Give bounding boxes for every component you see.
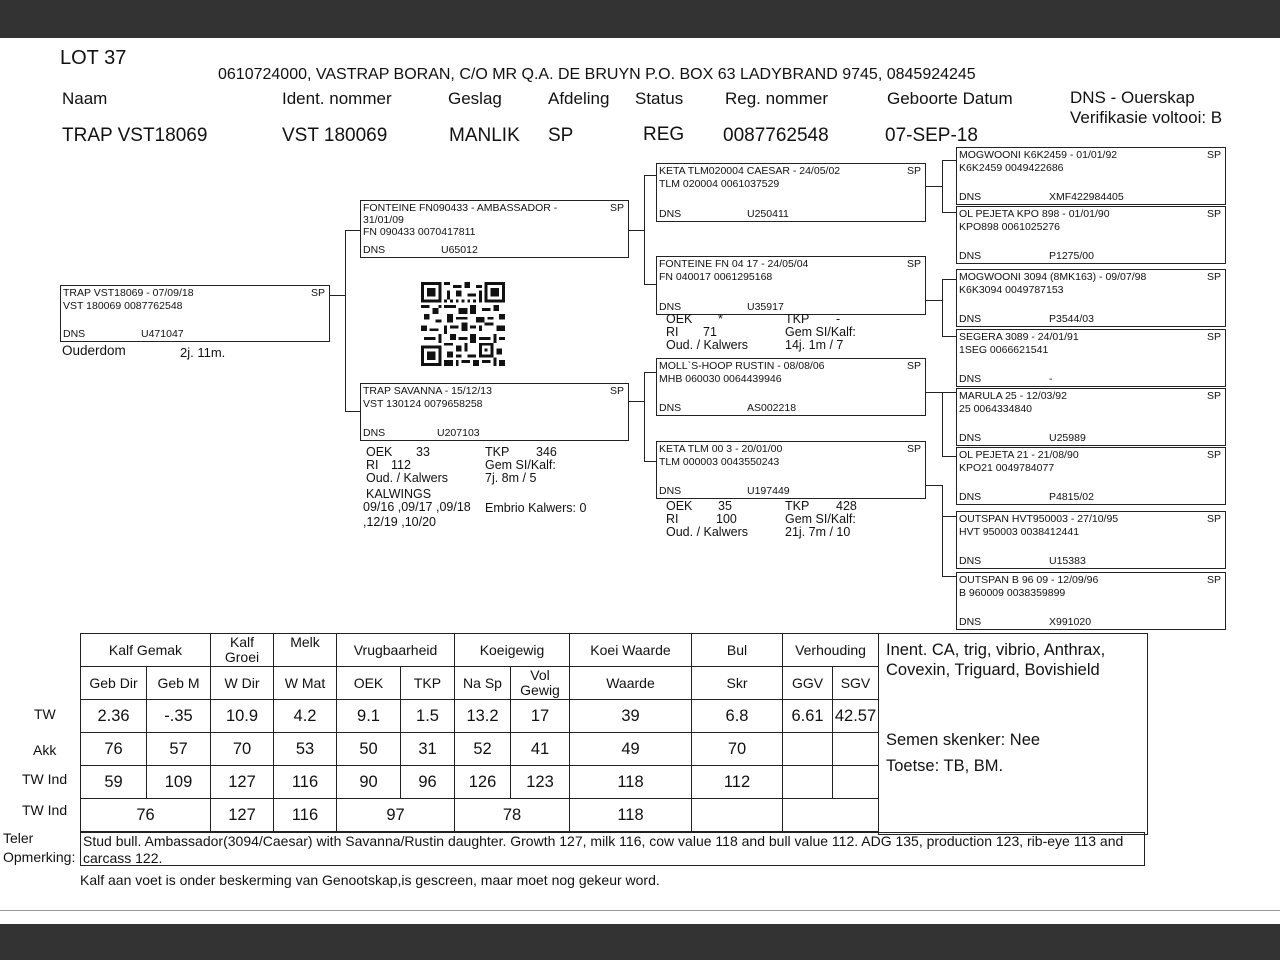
ggp-dns-value: U25989: [1049, 432, 1086, 444]
ggp-dns-label: DNS: [959, 313, 982, 325]
table-row-twind: [81, 766, 879, 799]
table-cell: 2.36: [81, 700, 147, 733]
gp2-oek-value: *: [718, 312, 723, 326]
ggp-name: MOGWOONI 3094 (8MK163) - 09/07/98: [959, 271, 1147, 283]
dam-kalwings-dates-1: 09/16 ,09/17 ,09/18: [363, 500, 471, 514]
remarks-label-teler: Teler: [3, 830, 34, 846]
top-bar: [0, 0, 1280, 38]
col-header: Waarde: [570, 667, 692, 700]
value-reg: 0087762548: [723, 125, 829, 146]
dam-oek-value: 33: [416, 445, 430, 459]
gp-name: FONTEINE FN 04 17 - 24/05/04: [659, 258, 809, 270]
col-header: Vol Gewig: [511, 667, 570, 700]
table-cell: 1.5: [401, 700, 455, 733]
ggp-id: K6K3094 0049787153: [959, 284, 1064, 296]
value-ident: VST 180069: [282, 125, 388, 146]
gp-dns-label: DNS: [659, 301, 682, 313]
pedigree-gp-box: [656, 441, 926, 499]
col-header: OEK: [337, 667, 401, 700]
table-cell: 70: [211, 733, 274, 766]
table-cell: [692, 799, 783, 832]
gp-name: MOLL`S-HOOP RUSTIN - 08/08/06: [659, 360, 825, 372]
pedigree-gp-box: [656, 358, 926, 416]
table-cell: -.35: [147, 700, 211, 733]
table-subheader-row: [81, 667, 879, 700]
value-geboorte: 07-SEP-18: [885, 125, 978, 146]
ggp-id: KPO21 0049784077: [959, 462, 1055, 474]
dam-kalwings-dates-2: ,12/19 ,10/20: [363, 515, 436, 529]
row-label-twind: TW Ind: [22, 771, 68, 787]
pedigree-ggp-box: [956, 206, 1226, 264]
ggp-id: K6K2459 0049422686: [959, 162, 1064, 174]
pedigree-animal-box: [60, 285, 330, 342]
animal-name: TRAP VST18069 - 07/09/18: [63, 287, 194, 299]
table-cell: 39: [570, 700, 692, 733]
table-cell: 6.8: [692, 700, 783, 733]
row-label-twind: TW Ind: [22, 802, 68, 818]
footer-note: Kalf aan voet is onder beskerming van Genootskap,is gescreen, maar moet nog gekeur word.: [80, 872, 660, 888]
col-header: SGV: [833, 667, 879, 700]
gp2-ri-label: RI: [666, 325, 679, 339]
ggp-id: 25 0064334840: [959, 403, 1032, 415]
gp-sp: SP: [906, 258, 921, 270]
remarks-label-opmerking: Opmerking:: [3, 849, 76, 865]
gp4-tkp-label: TKP: [785, 499, 810, 513]
col-header: Geb Dir: [81, 667, 147, 700]
table-row-twind-grouped: [81, 799, 879, 832]
sire-dns-value: U65012: [441, 244, 478, 256]
ggp-dns-label: DNS: [959, 555, 982, 567]
col-group: Kalf Gemak: [81, 634, 211, 667]
table-cell: 109: [147, 766, 211, 799]
table-cell: 13.2: [455, 700, 511, 733]
table-cell: 6.61: [783, 700, 833, 733]
table-cell: 116: [274, 799, 337, 832]
gp4-gem-label: Gem SI/Kalf:: [785, 512, 856, 526]
gp-sp: SP: [906, 165, 921, 177]
sire-dns-label: DNS: [363, 244, 386, 256]
animal-dns-label: DNS: [63, 328, 86, 340]
performance-table: [80, 633, 879, 832]
col-header: TKP: [401, 667, 455, 700]
ggp-name: MARULA 25 - 12/03/92: [959, 390, 1067, 402]
table-cell: 123: [511, 766, 570, 799]
gp2-oud-value: 14j. 1m / 7: [785, 338, 844, 352]
ggp-name: OUTSPAN HVT950003 - 27/10/95: [959, 513, 1119, 525]
row-label-akk: Akk: [33, 742, 57, 758]
owner-line: 0610724000, VASTRAP BORAN, C/O MR Q.A. DE BRUYN P.O. BOX 63 LADYBRAND 9745, 0845924245: [218, 66, 976, 83]
header-ident: Ident. nommer: [282, 89, 392, 108]
divider: [0, 910, 1280, 911]
ggp-dns-label: DNS: [959, 191, 982, 203]
ggp-dns-value: XMF422984405: [1049, 191, 1124, 203]
ggp-sp: SP: [1206, 449, 1221, 461]
col-group: Kalf Groei: [211, 634, 274, 667]
gp4-ri-label: RI: [666, 512, 679, 526]
ggp-dns-value: P1275/00: [1049, 250, 1094, 262]
gp4-tkp-value: 428: [836, 499, 857, 513]
dam-sp: SP: [609, 385, 624, 397]
ggp-dns-label: DNS: [959, 250, 982, 262]
col-group: Verhouding: [783, 634, 879, 667]
ggp-dns-label: DNS: [959, 491, 982, 503]
gp2-oek-label: OEK: [666, 312, 693, 326]
ggp-sp: SP: [1206, 390, 1221, 402]
col-header: Skr: [692, 667, 783, 700]
table-cell: 9.1: [337, 700, 401, 733]
gp2-gem-label: Gem SI/Kalf:: [785, 325, 856, 339]
ggp-dns-label: DNS: [959, 373, 982, 385]
ggp-sp: SP: [1206, 208, 1221, 220]
pedigree-gp-box: [656, 163, 926, 222]
col-group: Melk: [274, 634, 337, 667]
col-group: Koeigewig: [455, 634, 570, 667]
table-cell: 42.57: [833, 700, 879, 733]
table-cell: 118: [570, 799, 692, 832]
ggp-dns-value: P3544/03: [1049, 313, 1094, 325]
ggp-sp: SP: [1206, 513, 1221, 525]
gp2-tkp-value: -: [836, 312, 841, 326]
table-cell: [833, 733, 879, 766]
ggp-id: KPO898 0061025276: [959, 221, 1061, 233]
table-cell: 57: [147, 733, 211, 766]
gp-dns-value: U197449: [747, 485, 790, 497]
table-cell: 70: [692, 733, 783, 766]
col-header: Geb M: [147, 667, 211, 700]
gp-name: KETA TLM020004 CAESAR - 24/05/02: [659, 165, 841, 177]
gp-sp: SP: [906, 443, 921, 455]
gp-dns-value: AS002218: [747, 402, 797, 414]
gp-dns-label: DNS: [659, 485, 682, 497]
ggp-id: B 960009 0038359899: [959, 587, 1066, 599]
row-label-tw: TW: [34, 706, 56, 722]
pedigree-dam-box: [360, 383, 629, 441]
table-cell: 10.9: [211, 700, 274, 733]
col-group: Koei Waarde: [570, 634, 692, 667]
animal-dns-value: U471047: [141, 328, 184, 340]
pedigree-ggp-box: [956, 447, 1226, 505]
table-cell: 50: [337, 733, 401, 766]
dam-ri-label: RI: [366, 458, 379, 472]
table-cell: 97: [337, 799, 455, 832]
animal-sp: SP: [310, 287, 325, 299]
value-naam: TRAP VST18069: [62, 125, 208, 146]
col-group: Vrugbaarheid: [337, 634, 455, 667]
dam-dns-value: U207103: [437, 427, 480, 439]
gp-id: TLM 020004 0061037529: [659, 178, 780, 190]
sire-name: FONTEINE FN090433 - AMBASSADOR - 31/01/09: [363, 202, 558, 226]
dam-oek-label: OEK: [366, 445, 393, 459]
table-cell: 116: [274, 766, 337, 799]
gp-dns-label: DNS: [659, 208, 682, 220]
table-cell: 59: [81, 766, 147, 799]
value-geslag: MANLIK: [449, 125, 520, 146]
tests-text: Toetse: TB, BM.: [886, 757, 1004, 775]
gp-name: KETA TLM 00 3 - 20/01/00: [659, 443, 783, 455]
table-cell: 127: [211, 799, 274, 832]
ggp-name: OL PEJETA 21 - 21/08/90: [959, 449, 1079, 461]
dam-oud-label: Oud. / Kalwers: [366, 471, 448, 485]
bottom-bar: [0, 924, 1280, 960]
dns-status-line1: DNS - Ouerskap: [1070, 88, 1195, 107]
lot-number: LOT 37: [60, 47, 127, 69]
table-cell: 127: [211, 766, 274, 799]
header-reg: Reg. nommer: [725, 89, 828, 108]
col-header: Na Sp: [455, 667, 511, 700]
table-cell: 52: [455, 733, 511, 766]
pedigree-ggp-box: [956, 511, 1226, 569]
ggp-name: OL PEJETA KPO 898 - 01/01/90: [959, 208, 1110, 220]
table-group-row: [81, 634, 879, 667]
ggp-sp: SP: [1206, 149, 1221, 161]
gp4-oud-value: 21j. 7m / 10: [785, 525, 851, 539]
col-header: W Mat: [274, 667, 337, 700]
pedigree-gp-box: [656, 256, 926, 315]
ggp-dns-value: X991020: [1049, 616, 1092, 628]
dam-id: VST 130124 0079658258: [363, 398, 483, 410]
gp4-ri-value: 100: [716, 512, 737, 526]
gp-id: FN 040017 0061295168: [659, 271, 773, 283]
dam-oud-value: 7j. 8m / 5: [485, 471, 537, 485]
table-cell: 49: [570, 733, 692, 766]
pedigree-ggp-box: [956, 269, 1226, 327]
value-afdeling: SP: [548, 125, 574, 146]
table-cell: [783, 799, 879, 832]
notes-box: [878, 633, 1148, 835]
table-cell: 112: [692, 766, 783, 799]
dam-tkp-label: TKP: [485, 445, 510, 459]
gp2-oud-label: Oud. / Kalwers: [666, 338, 748, 352]
ggp-sp: SP: [1206, 574, 1221, 586]
table-cell: 4.2: [274, 700, 337, 733]
gp2-ri-value: 71: [703, 325, 717, 339]
table-cell: 31: [401, 733, 455, 766]
gp-id: MHB 060030 0064439946: [659, 373, 782, 385]
dam-embrio: Embrio Kalwers: 0: [485, 501, 587, 515]
ggp-dns-value: U15383: [1049, 555, 1086, 567]
dam-name: TRAP SAVANNA - 15/12/13: [363, 385, 492, 397]
pedigree-sire-box: [360, 200, 629, 258]
pedigree-ggp-box: [956, 147, 1226, 205]
table-cell: 126: [455, 766, 511, 799]
gp2-tkp-label: TKP: [785, 312, 810, 326]
ggp-dns-value: -: [1049, 373, 1053, 385]
dam-kalwings-label: KALWINGS: [366, 487, 432, 501]
dam-dns-label: DNS: [363, 427, 386, 439]
value-status: REG: [643, 124, 685, 145]
gp-dns-value: U35917: [747, 301, 784, 313]
ggp-name: OUTSPAN B 96 09 - 12/09/96: [959, 574, 1099, 586]
ggp-dns-value: P4815/02: [1049, 491, 1094, 503]
header-status: Status: [635, 89, 684, 108]
gp-id: TLM 000003 0043550243: [659, 456, 780, 468]
table-cell: 78: [455, 799, 570, 832]
header-naam: Naam: [62, 89, 108, 108]
ggp-dns-label: DNS: [959, 616, 982, 628]
table-cell: 76: [81, 799, 211, 832]
age-value: 2j. 11m.: [180, 345, 226, 360]
table-cell: [833, 766, 879, 799]
semen-donor-text: Semen skenker: Nee: [886, 731, 1041, 749]
table-cell: 53: [274, 733, 337, 766]
table-cell: 41: [511, 733, 570, 766]
table-cell: 76: [81, 733, 147, 766]
col-header: GGV: [783, 667, 833, 700]
pedigree-ggp-box: [956, 329, 1226, 387]
gp4-oek-label: OEK: [666, 499, 693, 513]
ggp-dns-label: DNS: [959, 432, 982, 444]
sire-sp: SP: [609, 202, 624, 214]
qr-code: [418, 282, 508, 366]
ggp-id: 1SEG 0066621541: [959, 344, 1049, 356]
animal-id: VST 180069 0087762548: [63, 300, 183, 312]
pedigree-ggp-box: [956, 572, 1226, 630]
header-afdeling: Afdeling: [548, 89, 610, 108]
ggp-name: MOGWOONI K6K2459 - 01/01/92: [959, 149, 1118, 161]
age-label: Ouderdom: [62, 343, 126, 358]
ggp-name: SEGERA 3089 - 24/01/91: [959, 331, 1079, 343]
dam-tkp-value: 346: [536, 445, 557, 459]
inoculations-text: Inent. CA, trig, vibrio, Anthrax, Covexin, Triguard, Bovishield: [886, 641, 1106, 679]
header-geboorte: Geboorte Datum: [887, 89, 1013, 108]
table-cell: [783, 766, 833, 799]
table-cell: [783, 733, 833, 766]
ggp-id: HVT 950003 0038412441: [959, 526, 1080, 538]
dns-status-line2: Verifikasie voltooi: B: [1070, 108, 1223, 127]
remarks-box: Stud bull. Ambassador(3094/Caesar) with Savanna/Rustin daughter. Growth 127, milk 116, cow value 118 and bull value 112. ADG 135, production 123, rib-eye 113 and carcass 122.: [80, 832, 1145, 866]
table-cell: 17: [511, 700, 570, 733]
gp4-oek-value: 35: [718, 499, 732, 513]
gp4-oud-label: Oud. / Kalwers: [666, 525, 748, 539]
col-header: W Dir: [211, 667, 274, 700]
pedigree-ggp-box: [956, 388, 1226, 446]
gp-sp: SP: [906, 360, 921, 372]
table-row-tw: [81, 700, 879, 733]
table-cell: 90: [337, 766, 401, 799]
dam-gem-label: Gem SI/Kalf:: [485, 458, 556, 472]
ggp-sp: SP: [1206, 271, 1221, 283]
gp-dns-value: U250411: [747, 208, 789, 220]
dns-verification: [1070, 88, 1222, 128]
table-cell: 118: [570, 766, 692, 799]
table-cell: 96: [401, 766, 455, 799]
gp-dns-label: DNS: [659, 402, 682, 414]
table-row-akk: [81, 733, 879, 766]
ggp-sp: SP: [1206, 331, 1221, 343]
header-geslag: Geslag: [448, 89, 502, 108]
sire-id: FN 090433 0070417811: [363, 226, 476, 238]
dam-ri-value: 112: [391, 458, 411, 472]
col-group: Bul: [692, 634, 783, 667]
